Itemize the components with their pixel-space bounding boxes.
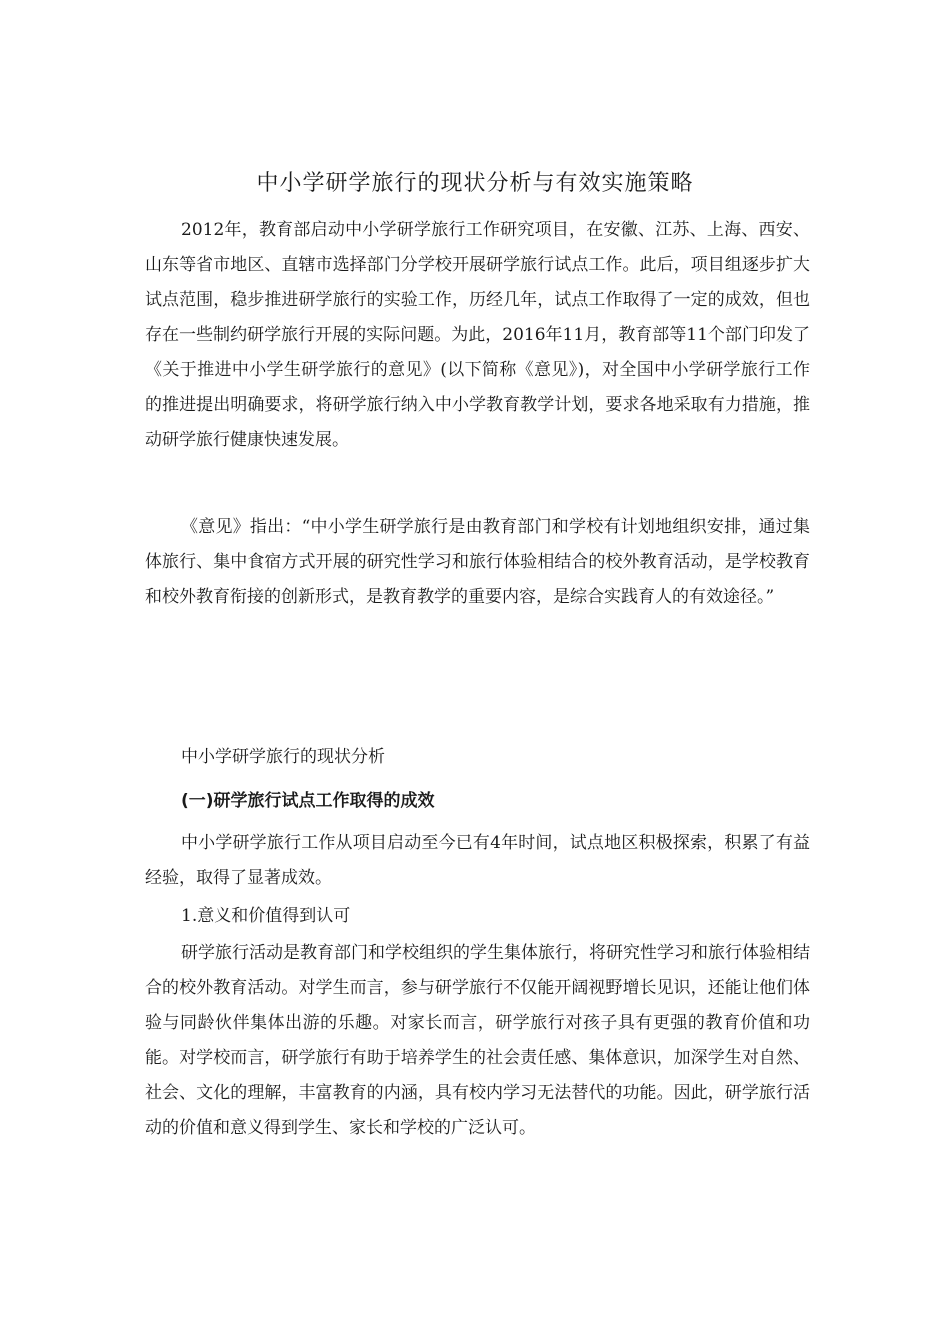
document-title: 中小学研学旅行的现状分析与有效实施策略 [256,171,694,196]
sub-heading: (一)研学旅行试点工作取得的成效 [181,791,435,811]
section-paragraph: 中小学研学旅行工作从项目启动至今已有4年时间，试点地区积极探索，积累了有益经验，取得了显著成效。 [145,833,810,888]
point-paragraph: 研学旅行活动是教育部门和学校组织的学生集体旅行，将研究性学习和旅行体验相结合的校外教育活动。对学生而言，参与研学旅行不仅能开阔视野增长见识，还能让他们体验与同龄伙伴集体出游的乐趣。对家长而言，研学旅行对孩子具有更强的教育价值和功能。对学校而言，研学旅行有助于培养学生的社会责任感、集体意识，加深学生对自然、社会、文化的理解，丰富教育的内涵，具有校内学习无法替代的功能。因此，研学旅行活动的价值和意义得到学生、家长和学校的广泛认可。 [145,943,810,1138]
point-heading: 1.意义和价值得到认可 [181,906,351,926]
section-heading: 中小学研学旅行的现状分析 [181,747,385,767]
intro-paragraph-1: 2012年，教育部启动中小学研学旅行工作研究项目，在安徽、江苏、上海、西安、山东等省市地区、直辖市选择部门分学校开展研学旅行试点工作。此后，项目组逐步扩大试点范围，稳步推进研学旅行的实验工作，历经几年，试点工作取得了一定的成效，但也存在一些制约研学旅行开展的实际问题。为此，2016年11月，教育部等11个部门印发了《关于推进中小学生研学旅行的意见》(以下简称《意见》)，对全国中小学研学旅行工作的推进提出明确要求，将研学旅行纳入中小学教育教学计划，要求各地采取有力措施，推动研学旅行健康快速发展。 [145,220,810,450]
intro-paragraph-2: 《意见》指出：“中小学生研学旅行是由教育部门和学校有计划地组织安排，通过集体旅行、集中食宿方式开展的研究性学习和旅行体验相结合的校外教育活动，是学校教育和校外教育衔接的创新形式，是教育教学的重要内容，是综合实践育人的有效途径。” [145,517,810,607]
